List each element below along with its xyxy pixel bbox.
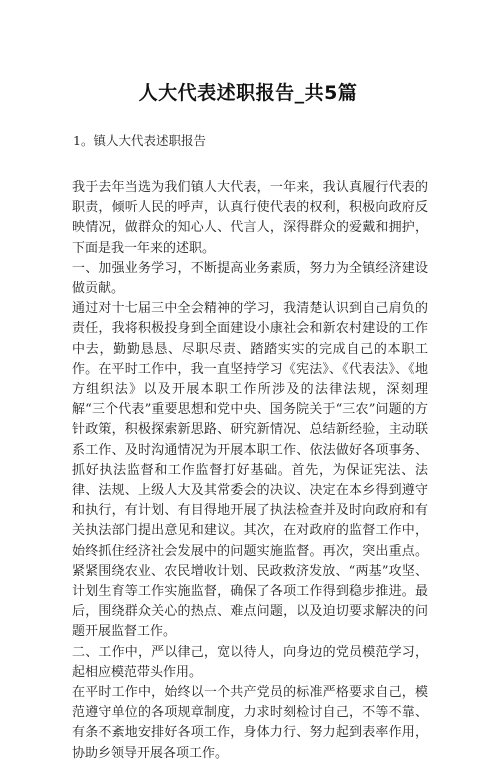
section-heading: 1。镇人大代表述职报告 [73, 133, 206, 148]
document-title: 人大代表述职报告_共5篇 [138, 82, 358, 104]
body-text [72, 178, 428, 764]
paragraph: 通过对十七届三中全会精神的学习，我清楚认识到自己肩负的责任，我将积极投身到全面建设小康社会和新农村建设的工作中去，勤勤恳恳、尽职尽责、踏踏实实的完成自己的本职工作。在平时工作中，我一直坚持学习《宪法》、《代表法》、《地方组织法》以及开展本职工作所涉及的法律法规，深刻理解“三个代表”重要思想和党中央、国务院关于“三农”问题的方针政策，积极探索新思路、研究新情况、总结新经验，主动联系工作、及时沟通情况为开展本职工作、依法做好各项事务、抓好执法监督和工作监督打好基础。首先，为保证宪法、法律、法规、上级人大及其常委会的决议、决定在本乡得到遵守和执行，有计划、有目得地开展了执法检查并及时向政府和有关执法部门提出意见和建议。其次，在对政府的监督工作中，始终抓住经济社会发展中的问题实施监督。再次，突出重点。紧紧围绕农业、农民增收计划、民政救济发放、“两基”攻坚、计划生育等工作实施监督，确保了各项工作得到稳步推进。最后，围绕群众关心的热点、难点问题，以及迫切要求解决的问题开展监督工作。 [72, 301, 428, 640]
paragraph: 二、工作中，严以律己，宽以待人，向身边的党员模范学习，起相应模范带头作用。 [72, 644, 428, 680]
paragraph: 在平时工作中，始终以一个共产党员的标准严格要求自己，模范遵守单位的各项规章制度，力求时刻检讨自己，不等不靠、有条不紊地安排好各项工作，身体力行、努力起到表率作用，协助乡领导开展各项工作。 [72, 685, 428, 761]
paragraph: 一、加强业务学习，不断提高业务素质，努力为全镇经济建设做贡献。 [72, 260, 428, 297]
paragraph: 我于去年当选为我们镇人大代表，一年来，我认真履行代表的职责，倾听人民的呼声，认真行使代表的权利，积极向政府反映情况，做群众的知心人、代言人，深得群众的爱戴和拥护，下面是我一年来的述职。 [72, 180, 428, 256]
